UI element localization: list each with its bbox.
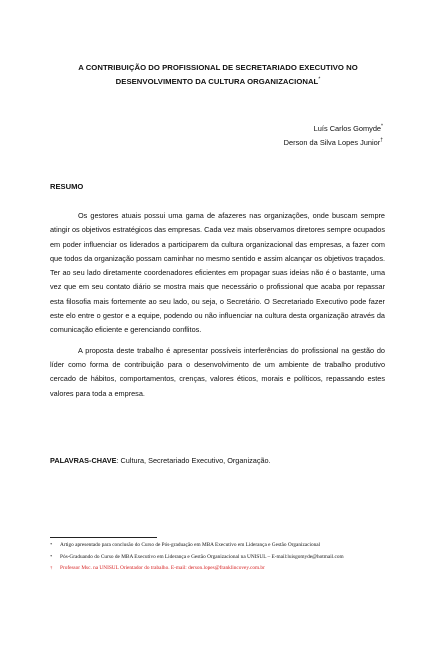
author-1 — [284, 122, 383, 136]
author-2 — [284, 136, 383, 150]
footnote-divider — [50, 537, 157, 538]
abstract-paragraph-2: A proposta deste trabalho é apresentar possíveis interferências do profissional na gestão do líder como forma de contribuição para o desenvolvimento de um ambiente de trabalho produtivo cercado de hábitos, comportamentos, crenças, valores éticos, morais e políticos, repassando estes valores para toda a empresa. — [50, 345, 385, 398]
footnote-mark: * — [50, 542, 53, 547]
keywords-line — [50, 456, 385, 465]
author-list — [284, 122, 383, 150]
footnote-2 — [50, 554, 385, 562]
footnotes — [50, 542, 385, 577]
author-name: Derson da Silva Lopes Junior — [283, 138, 381, 147]
footnote-mark: * — [50, 553, 53, 559]
keywords-text: : Cultura, Secretariado Executivo, Organização. — [116, 456, 271, 465]
abstract-paragraph-1: Os gestores atuais possui uma gama de afazeres nas organizações, onde buscam sempre atingir os objetivos estratégicos das empresas. Cada vez mais observamos diretores sempre ocupados em poder influenciar os liderados a participarem da cultura organizacional das empresas, a fazer com que todos da organização possam caminhar no mesmo sentido e assim alcançar os objetivos traçados. Ter ao seu lado diretamente coordenadores eficientes em propagar suas ideias não é o bastante, uma vez que em seu contato diário se mostra mais que necessário o profissional que acaba por repassar esta filosofia mais fortemente ao seu lado, ou seja, o Secretário. O Secretariado Executivo pode fazer este elo entre o gestor e a equipe, podendo ou não influenciar na cultura desta organização através da comunicação eficiente e gerenciando conflitos. — [50, 211, 385, 335]
author-name: Luís Carlos Gomyde — [313, 124, 382, 133]
footnote-3 — [50, 565, 385, 573]
title-line-2 — [40, 75, 396, 89]
footnote-text: Artigo apresentado para conclusão do Curso de Pós-graduação em MBA Executivo em Liderança e Gestão Organizacional — [60, 542, 321, 548]
title-line-2-text: DESENVOLVIMENTO DA CULTURA ORGANIZACIONAL — [115, 77, 319, 86]
paper-title — [40, 61, 396, 89]
abstract-body — [50, 209, 385, 407]
footnote-text: Professor Msc. na UNISUL Orientador do trabalho. E-mail: derson.lopes@franklincovey.com.br — [60, 565, 265, 572]
title-footnote-mark: * — [318, 76, 321, 83]
footnote-mark: † — [50, 565, 53, 571]
footnote-text: Pós-Graduando do Curso de MBA Executivo em Liderança e Gestão Organizacional na UNISUL – E-mail:luisgomyde@hotmail.com — [60, 553, 344, 560]
keywords-label: PALAVRAS-CHAVE — [50, 456, 117, 465]
author-footnote-mark: † — [380, 137, 383, 144]
footnote-1 — [50, 542, 385, 550]
title-line-1: A CONTRIBUIÇÃO DO PROFISSIONAL DE SECRETARIADO EXECUTIVO NO — [78, 63, 358, 72]
author-footnote-mark: * — [381, 123, 383, 130]
abstract-heading: RESUMO — [50, 182, 84, 191]
